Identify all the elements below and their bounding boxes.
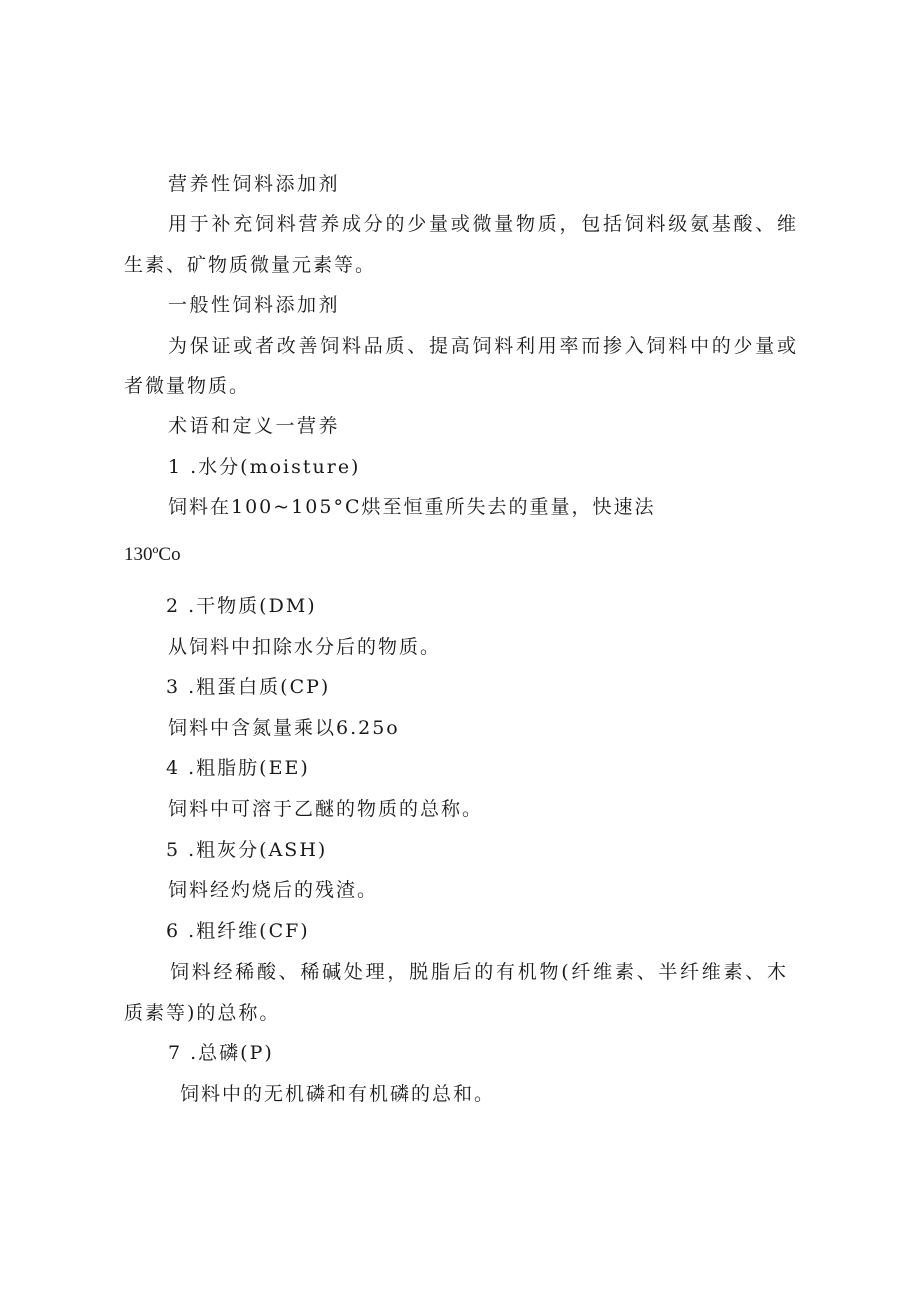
term-description: 饲料中可溶于乙醚的物质的总称。 <box>168 798 484 820</box>
term-title: 1 .水分(moisture) <box>168 456 361 478</box>
term-title: 6 .粗纤维(CF) <box>166 920 310 942</box>
term-description: 质素等)的总称。 <box>124 1002 281 1024</box>
section-heading: 一般性饲料添加剂 <box>168 294 341 316</box>
section-heading: 术语和定义一营养 <box>168 415 341 437</box>
paragraph-line: 用于补充饲料营养成分的少量或微量物质，包括饲料级氨基酸、维 <box>168 213 796 235</box>
term-title: 4 .粗脂肪(EE) <box>166 757 310 779</box>
term-title: 5 .粗灰分(ASH) <box>166 839 328 861</box>
term-title: 2 .干物质(DM) <box>166 595 317 617</box>
paragraph-line: 生素、矿物质微量元素等。 <box>124 254 377 276</box>
section-heading: 营养性饲料添加剂 <box>168 173 341 195</box>
term-description: 饲料经稀酸、稀碱处理，脱脂后的有机物(纤维素、半纤维素、木 <box>170 961 786 983</box>
term-description: 饲料中的无机磷和有机磷的总和。 <box>180 1083 496 1105</box>
term-description: 130ºCo <box>124 544 181 565</box>
paragraph-line: 者微量物质。 <box>124 375 251 397</box>
term-title: 7 .总磷(P) <box>168 1042 274 1064</box>
term-description: 饲料经灼烧后的残渣。 <box>168 879 379 901</box>
term-title: 3 .粗蛋白质(CP) <box>166 676 331 698</box>
term-description: 饲料在100~105°C烘至恒重所失去的重量，快速法 <box>168 496 656 518</box>
term-description: 饲料中含氮量乘以6.25o <box>168 717 400 739</box>
paragraph-line: 为保证或者改善饲料品质、提高饲料利用率而掺入饲料中的少量或 <box>168 335 796 357</box>
term-description: 从饲料中扣除水分后的物质。 <box>168 636 442 658</box>
